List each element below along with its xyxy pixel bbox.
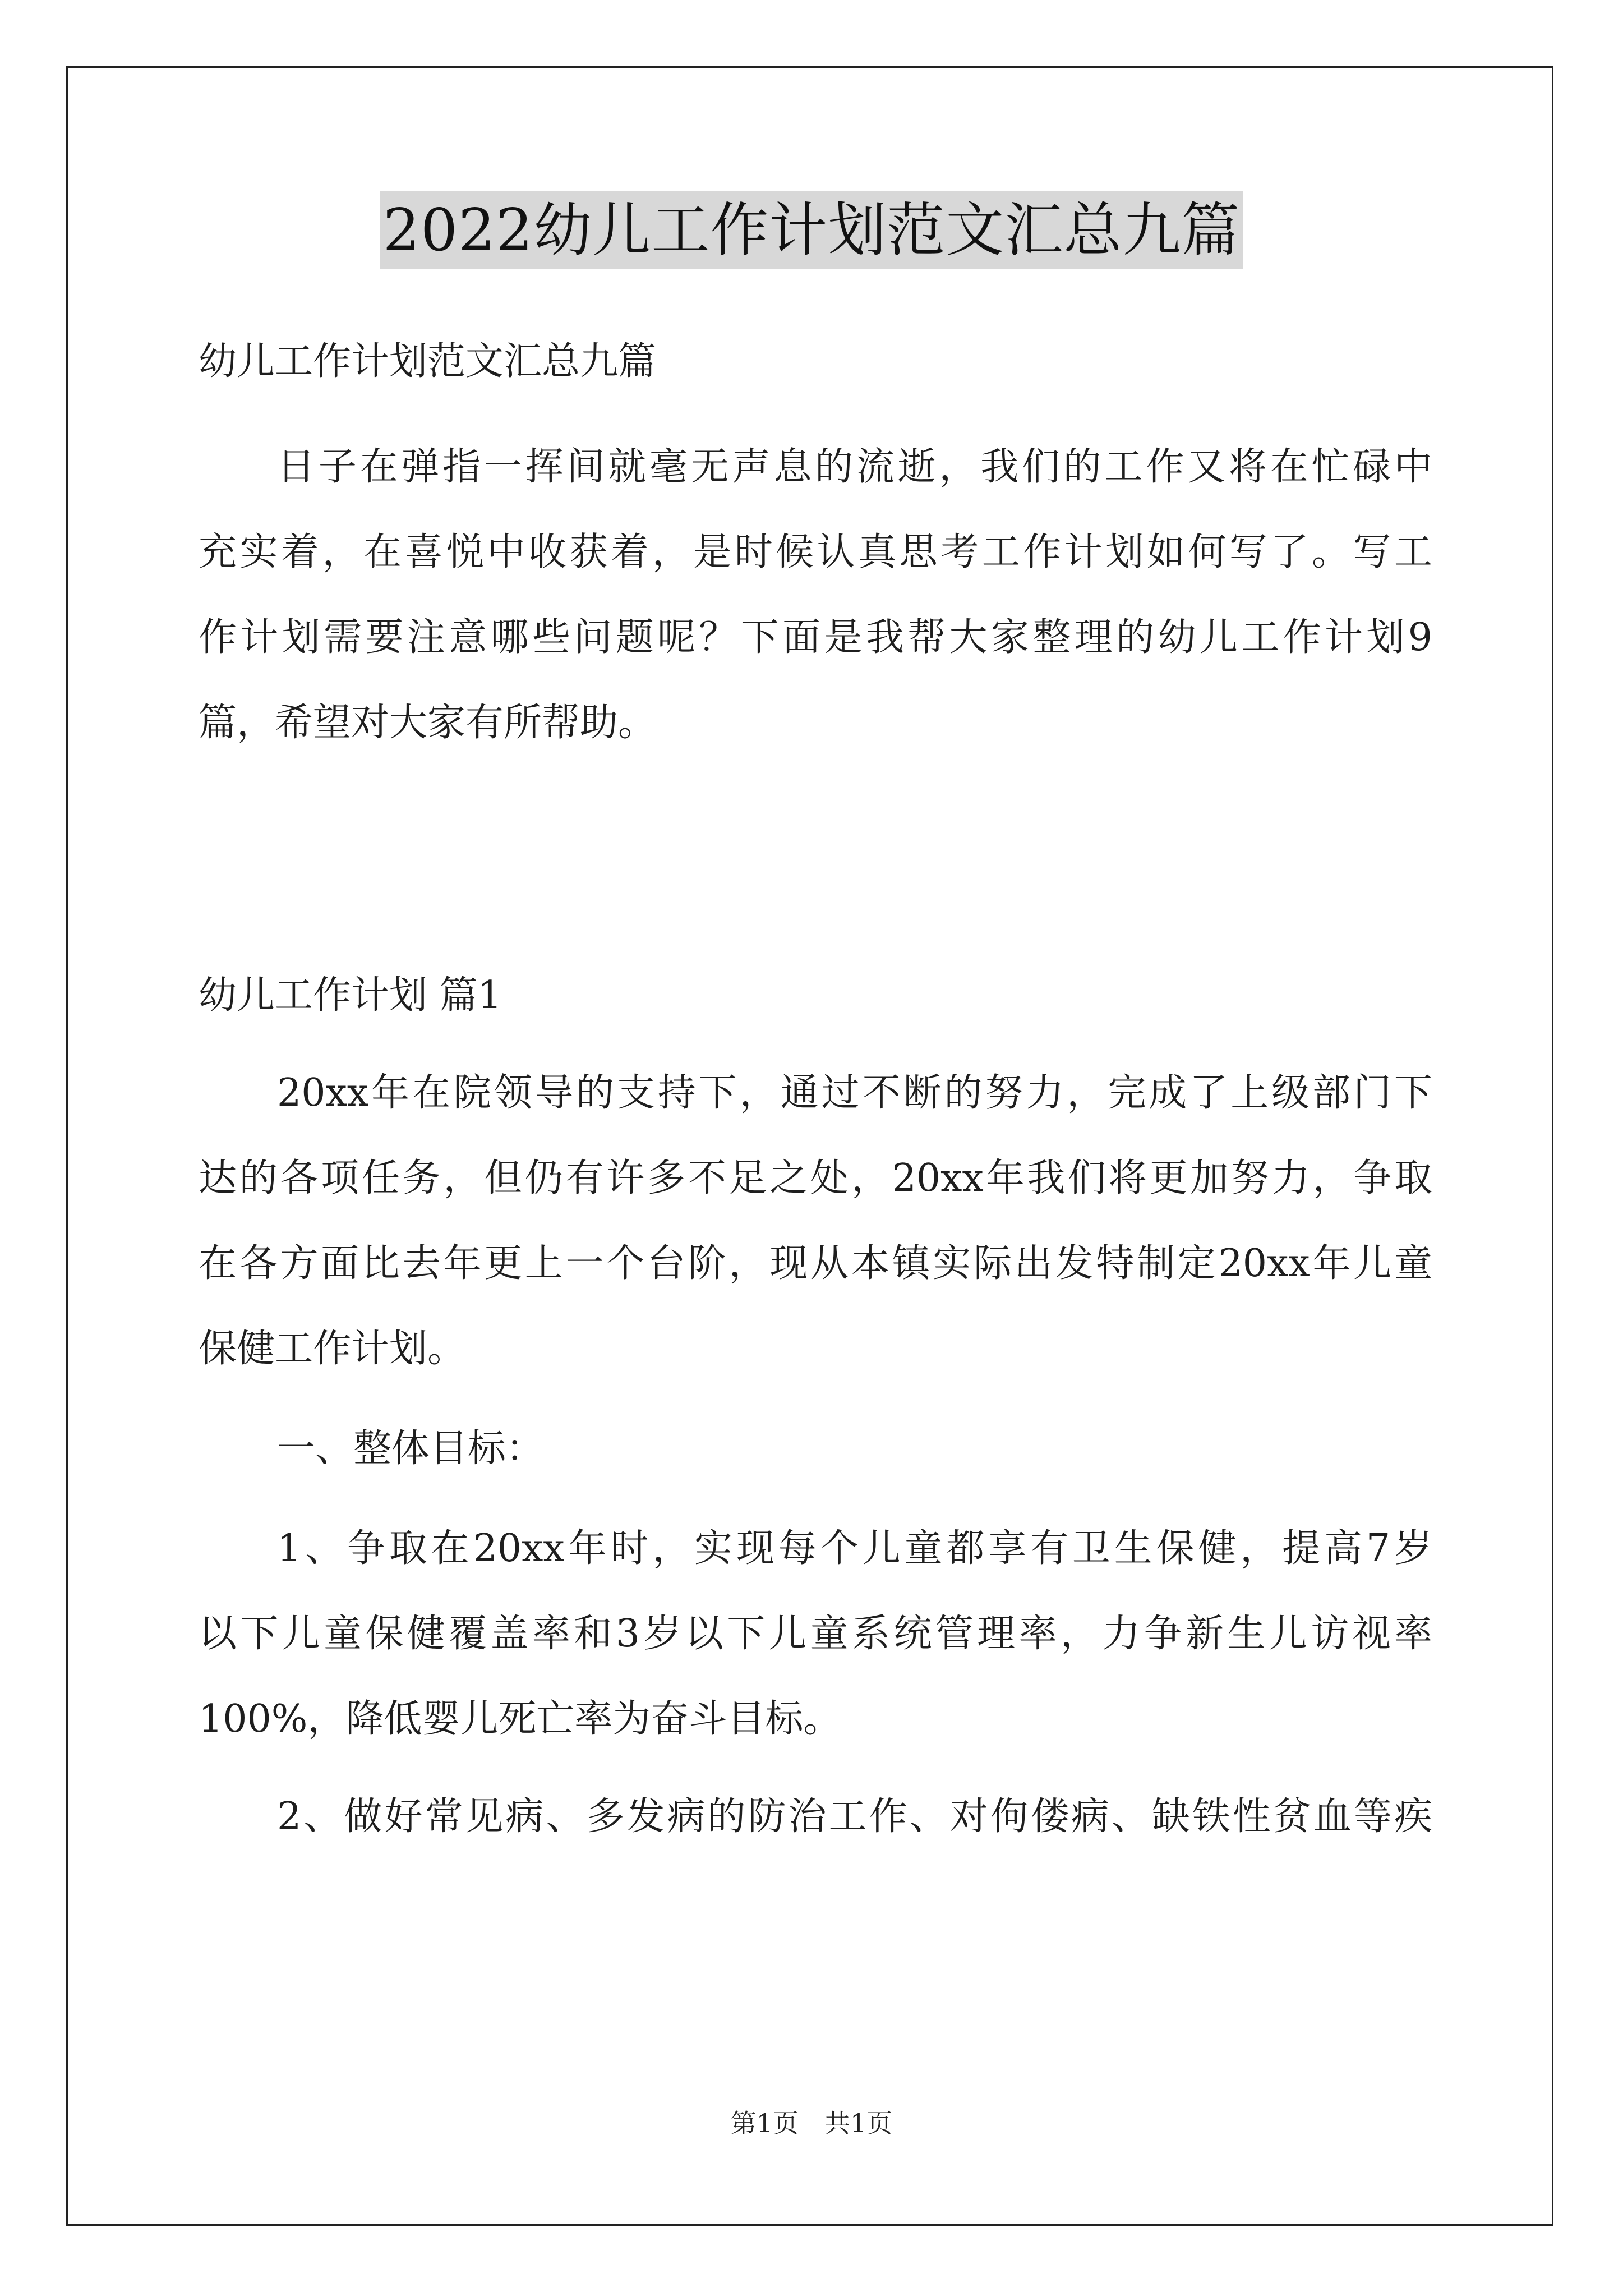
goal-item-line: 以下儿童保健覆盖率和3岁以下儿童系统管理率，力争新生儿访视率 (199, 1612, 1432, 1656)
section-heading: 幼儿工作计划 篇1 (199, 973, 502, 1018)
goal-item-line: 1、争取在20xx年时，实现每个儿童都享有卫生保健，提高7岁 (277, 1526, 1432, 1571)
section-paragraph-line: 20xx年在院领导的支持下，通过不断的努力，完成了上级部门下 (277, 1071, 1432, 1115)
section-paragraph-line: 达的各项任务，但仍有许多不足之处，20xx年我们将更加努力，争取 (199, 1156, 1432, 1200)
goal-item-line: 2、做好常见病、多发病的防治工作、对佝偻病、缺铁性贫血等疾 (277, 1795, 1432, 1839)
page-total: 共1页 (824, 2108, 893, 2138)
title-container (0, 191, 1623, 269)
page-number: 第1页 (730, 2108, 799, 2138)
page-border (66, 66, 1553, 2226)
intro-line: 作计划需要注意哪些问题呢？下面是我帮大家整理的幼儿工作计划9 (199, 615, 1432, 660)
intro-line: 篇，希望对大家有所帮助。 (199, 701, 657, 745)
intro-line: 日子在弹指一挥间就毫无声息的流逝，我们的工作又将在忙碌中 (277, 445, 1432, 489)
goal-item-line: 100%，降低婴儿死亡率为奋斗目标。 (199, 1697, 842, 1741)
goal-heading: 一、整体目标： (277, 1427, 545, 1471)
intro-line: 充实着，在喜悦中收获着，是时候认真思考工作计划如何写了。写工 (199, 530, 1432, 574)
document-title: 2022幼儿工作计划范文汇总九篇 (380, 191, 1244, 269)
section-paragraph-line: 保健工作计划。 (199, 1327, 466, 1371)
section-paragraph-line: 在各方面比去年更上一个台阶，现从本镇实际出发特制定20xx年儿童 (199, 1241, 1432, 1286)
document-subtitle: 幼儿工作计划范文汇总九篇 (199, 339, 657, 384)
page-footer (0, 2106, 1623, 2140)
